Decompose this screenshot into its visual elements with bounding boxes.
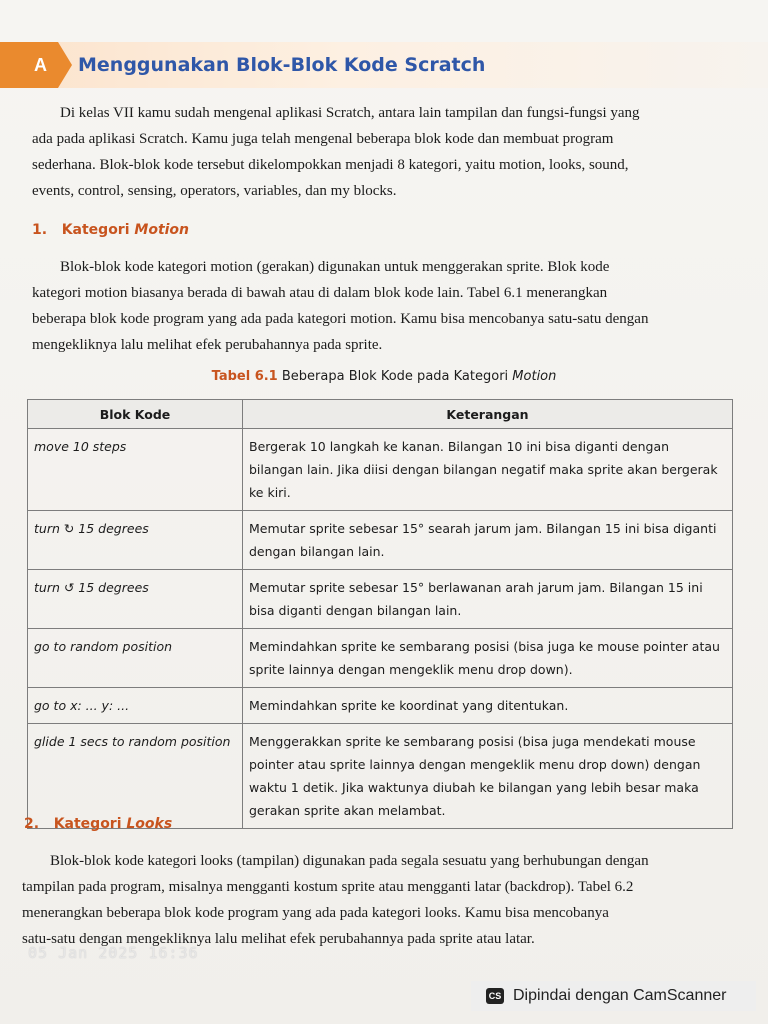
table-cell-code: move 10 steps <box>28 429 243 511</box>
motion-line: beberapa blok kode program yang ada pada kategori motion. Kamu bisa mencobanya satu-satu dengan <box>32 311 649 327</box>
camscanner-label: Dipindai dengan CamScanner <box>513 987 727 1004</box>
table-cell-desc: Memutar sprite sebesar 15° berlawanan arah jarum jam. Bilangan 15 ini bisa diganti dengan bilangan lain. <box>243 570 733 629</box>
table-row <box>28 724 733 829</box>
table-cell-desc: Bergerak 10 langkah ke kanan. Bilangan 10 ini bisa diganti dengan bilangan lain. Jika diisi dengan bilangan negatif maka sprite akan bergerak ke kiri. <box>243 429 733 511</box>
motion-paragraph <box>32 254 736 358</box>
table-row <box>28 688 733 724</box>
section-title: Menggunakan Blok-Blok Kode Scratch <box>78 54 486 76</box>
table-caption-term: Motion <box>512 369 557 384</box>
section-letter: A <box>34 55 47 75</box>
table-cell-desc: Memindahkan sprite ke koordinat yang ditentukan. <box>243 688 733 724</box>
table-caption <box>0 369 768 384</box>
section-tab-arrow <box>58 42 72 88</box>
motion-line: Blok-blok kode kategori motion (gerakan) digunakan untuk menggerakan sprite. Blok kode <box>60 259 610 275</box>
table-header-keterangan: Keterangan <box>243 400 733 429</box>
looks-heading-text: Kategori <box>53 816 122 832</box>
looks-line: menerangkan beberapa blok kode program yang ada pada kategori looks. Kamu bisa mencobanya <box>22 905 609 921</box>
table-cell-code: go to random position <box>28 629 243 688</box>
table-cell-desc: Memindahkan sprite ke sembarang posisi (bisa juga ke mouse pointer atau sprite lainnya dengan mengeklik menu drop down). <box>243 629 733 688</box>
table-row <box>28 629 733 688</box>
table-cell-desc: Menggerakkan sprite ke sembarang posisi (bisa juga mendekati mouse pointer atau sprite lainnya dengan mengeklik menu drop down) dengan waktu 1 detik. Jika waktunya diubah ke bilangan yang lebih besar maka gerakan sprite akan melambat. <box>243 724 733 829</box>
table-caption-text: Beberapa Blok Kode pada Kategori <box>281 369 509 384</box>
looks-paragraph <box>22 848 728 952</box>
looks-line: Blok-blok kode kategori looks (tampilan) digunakan pada segala sesuatu yang berhubungan dengan <box>50 853 649 869</box>
motion-line: mengekliknya lalu melihat efek perubahannya pada sprite. <box>32 337 383 353</box>
motion-blocks-table <box>27 399 733 829</box>
motion-heading-term: Motion <box>134 222 190 238</box>
table-cell-desc: Memutar sprite sebesar 15° searah jarum jam. Bilangan 15 ini bisa diganti dengan bilangan lain. <box>243 511 733 570</box>
motion-line: kategori motion biasanya berada di bawah atau di dalam blok kode lain. Tabel 6.1 menerangkan <box>32 285 608 301</box>
table-row <box>28 570 733 629</box>
intro-paragraph <box>32 100 736 204</box>
table-cell-code: turn ↻ 15 degrees <box>28 511 243 570</box>
looks-heading-number: 2. <box>24 816 40 832</box>
table-cell-code: glide 1 secs to random position <box>28 724 243 829</box>
camscanner-watermark <box>471 981 756 1011</box>
table-header-blok-kode: Blok Kode <box>28 400 243 429</box>
looks-line: satu-satu dengan mengekliknya lalu melihat efek perubahannya pada sprite atau latar. <box>22 931 535 947</box>
table-row <box>28 511 733 570</box>
intro-line: ada pada aplikasi Scratch. Kamu juga telah mengenal beberapa blok kode dan membuat program <box>32 131 614 147</box>
motion-heading <box>32 222 189 238</box>
section-tab <box>0 42 58 88</box>
table-cell-code: go to x: ... y: ... <box>28 688 243 724</box>
looks-heading-term: Looks <box>126 816 173 832</box>
intro-line: Di kelas VII kamu sudah mengenal aplikasi Scratch, antara lain tampilan dan fungsi-fungsi yang <box>60 105 640 121</box>
motion-heading-text: Kategori <box>61 222 130 238</box>
looks-heading <box>24 816 172 832</box>
table-row <box>28 429 733 511</box>
motion-heading-number: 1. <box>32 222 48 238</box>
table-caption-number: Tabel 6.1 <box>211 369 278 384</box>
photo-timestamp: 05 Jan 2025 16:36 <box>28 944 199 962</box>
intro-line: sederhana. Blok-blok kode tersebut dikelompokkan menjadi 8 kategori, yaitu motion, looks, sound, <box>32 157 629 173</box>
table-cell-code: turn ↺ 15 degrees <box>28 570 243 629</box>
camscanner-icon: CS <box>486 988 504 1004</box>
intro-line: events, control, sensing, operators, variables, dan my blocks. <box>32 183 397 199</box>
looks-line: tampilan pada program, misalnya mengganti kostum sprite atau mengganti latar (backdrop). Tabel 6.2 <box>22 879 634 895</box>
table-header-row <box>28 400 733 429</box>
